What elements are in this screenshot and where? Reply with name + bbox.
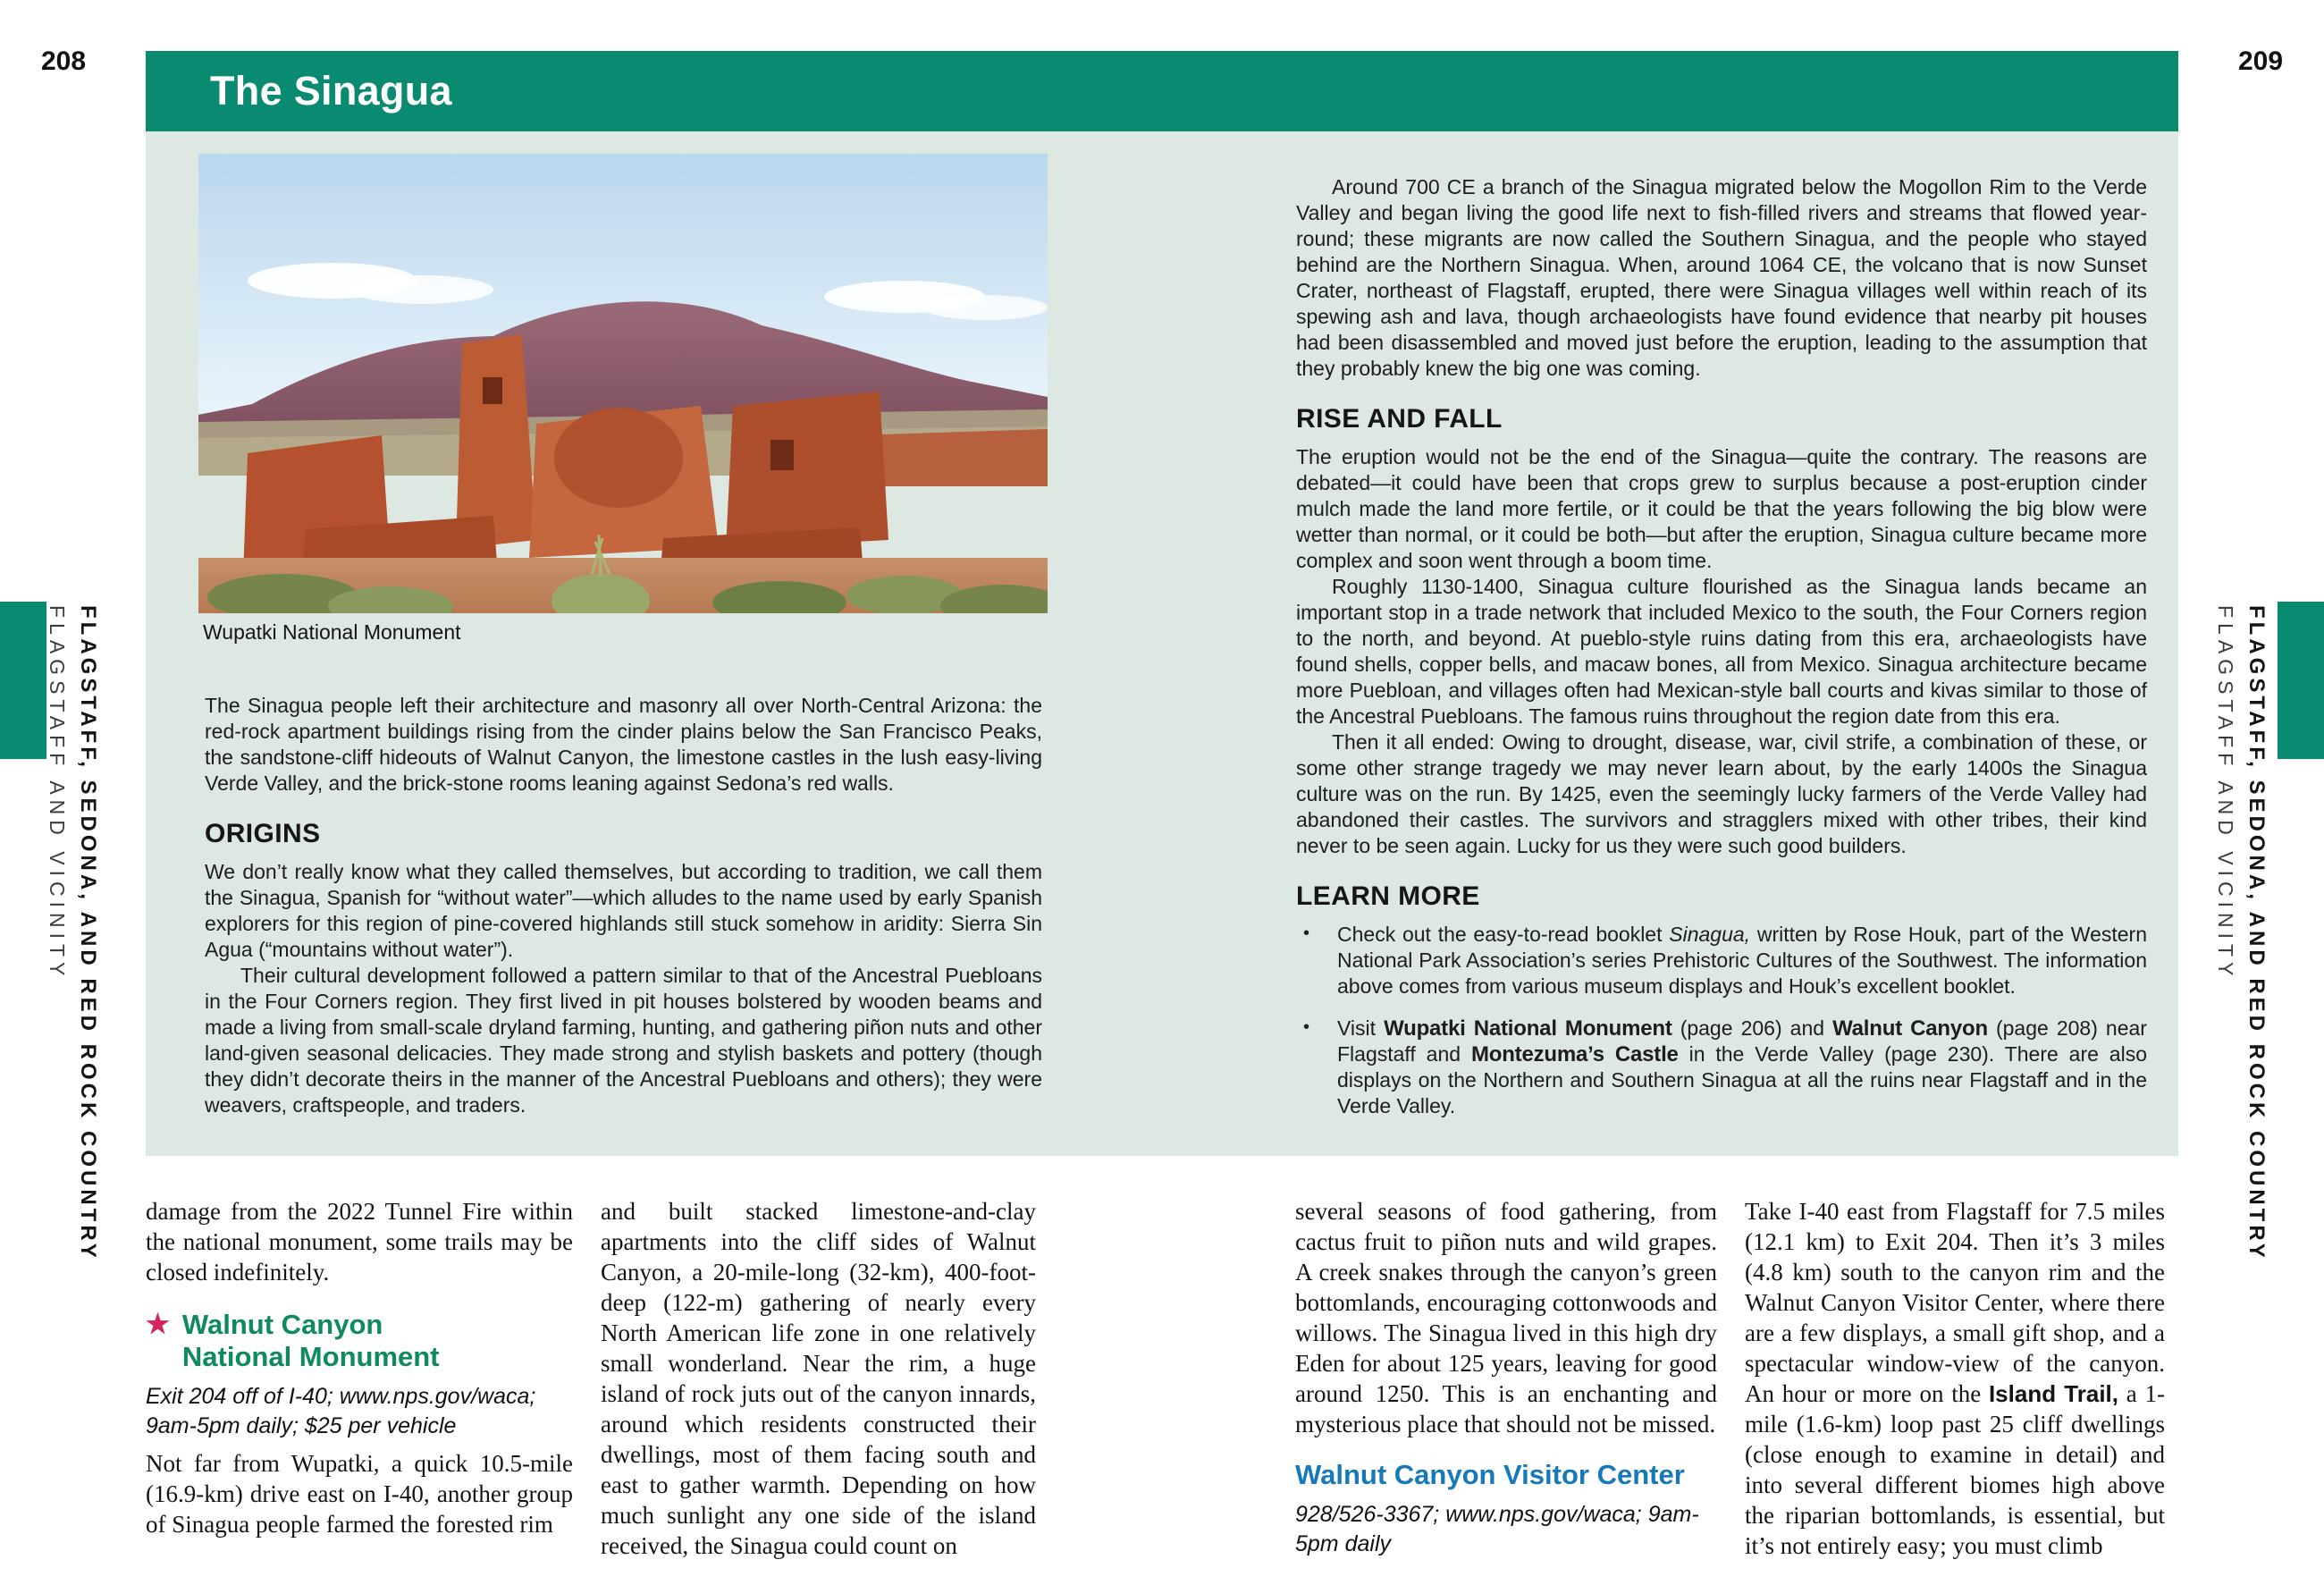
section-heading-rise-and-fall: RISE AND FALL [1296,404,1503,434]
heading-text: Walnut Canyon National Monument [181,1309,440,1372]
chapter-label-right: FLAGSTAFF, SEDONA, AND RED ROCK COUNTRY [2244,605,2269,1261]
body-paragraph: Not far from Wupatki, a quick 10.5-mile (16.9-km) drive east on I-40, another group of Sinagua people farmed the forested rim [146,1450,573,1538]
visitor-info-line: 928/526-3367; www.nps.gov/waca; 9am-5pm daily [1295,1502,1699,1556]
walnut-canyon-monument-heading [146,1309,573,1373]
list-item: • Visit Wupatki National Monument (page 206) and Walnut Canyon (page 208) near Flagstaff and Montezuma’s Castle in the Verde Valley (page 230). There are also displays on the Northern and Southern Sinagua at all the ruins near Flagstaff and in the Verde Valley. [1303,1016,2147,1117]
bottom-column-2 [601,1196,1036,1561]
photo-caption: Wupatki National Monument [203,620,461,644]
feature-title: The Sinagua [210,68,452,114]
rise-paragraph-1: The eruption would not be the end of the Sinagua—quite the contrary. The reasons are debated—it could have been that crops grew to surplus because a post-eruption cinder mulch made the land more fertile, or it could be that the years following the big blow were wetter than normal, or it could be both—but after the eruption, Sinagua culture became more complex and soon went through a boom time. [1296,445,2147,572]
bottom-column-3 [1295,1196,1717,1566]
bottom-column-1 [146,1196,573,1539]
body-paragraph: several seasons of food gathering, from cactus fruit to piñon nuts and wild grapes. A creek snakes through the canyon’s green bottomlands, encouraging cottonwoods and willows. The Sinagua lived in this high dry Eden for about 125 years, leaving for good around 1250. This is an enchanting and mysterious place that should not be missed. [1295,1198,1717,1437]
origins-paragraph-1: We don’t really know what they called themselves, but according to tradition, we call them the Sinagua, Spanish for “without water”—which alludes to the name used by early Spanish explorers for this region of pine-covered highlands still stuck somehow in aridity: Sierra Sin Agua (“mountains without water”). [205,860,1042,961]
bottom-column-4 [1745,1196,2165,1561]
chapter-tab-right [2278,602,2324,759]
section-heading-origins: ORIGINS [205,819,321,848]
body-paragraph: damage from the 2022 Tunnel Fire within the national monument, some trails may be closed indefinitely. [146,1198,573,1286]
intro-paragraph: The Sinagua people left their architecture and masonry all over North-Central Arizona: the red-rock apartment buildings rising from the cinder plains below the San Francisco Peaks, the sandstone-cliff hideouts of Walnut Canyon, the limestone castles in the lush easy-living Verde Valley, and the brick-stone rooms leaning against Sedona’s red walls. [205,694,1042,795]
wupatki-photo-illustration [198,154,1048,613]
section-label-left: FLAGSTAFF AND VICINITY [46,605,69,982]
rise-paragraph-3: Then it all ended: Owing to drought, disease, war, civil strife, a combination of these, or some other strange tragedy we may never learn about, by the early 1400s the Sinagua culture was on the run. By 1425, even the seemingly lucky farmers of the Verde Valley had abandoned their castles. The survivors and stragglers mixed with other tribes, their kind never to be seen again. Lucky for us they were such good builders. [1296,730,2147,857]
feature-panel [146,131,2178,1156]
bullet-icon: • [1303,1017,1310,1037]
feature-title-bar [146,51,2178,131]
section-heading-learn-more: LEARN MORE [1296,881,1480,911]
feature-right-column [1296,174,2147,1135]
body-paragraph: Take I-40 east from Flagstaff for 7.5 miles (12.1 km) to Exit 204. Then it’s 3 miles (4.8 km) south to the canyon rim and the Walnut Canyon Visitor Center, where there are a few displays, a small gift shop, and a spectacular window-view of the canyon. An hour or more on the Island Trail, a 1-mile (1.6-km) loop past 25 cliff dwellings (close enough to examine in detail) and into several different biomes high above the riparian bottomlands, is essential, but it’s not entirely easy; you must climb [1745,1198,2165,1559]
opening-paragraph: Around 700 CE a branch of the Sinagua migrated below the Mogollon Rim to the Verde Valley and began living the good life next to fish-filled rivers and streams that flowed year-round; these migrants are now called the Southern Sinagua, and the people who stayed behind are the Northern Sinagua. When, around 1064 CE, the volcano that is now Sunset Crater, northeast of Flagstaff, erupted, there were Sinagua villages well within reach of its spewing ash and lava, though archaeologists have found evidence that nearby pit houses had been disassembled and moved just before the eruption, leading to the assumption that they probably knew the big one was coming. [1296,175,2147,380]
origins-paragraph-2: Their cultural development followed a pattern similar to that of the Ancestral Puebloans in the Four Corners region. They first lived in pit houses bolstered by wooden beams and made a living from small-scale dryland farming, hunting, and gathering piñon nuts and other land-given seasonal delicacies. They made strong and stylish baskets and pottery (though they didn’t decorate theirs in the manner of the Ancestral Puebloans and others); they were weavers, craftspeople, and traders. [205,964,1042,1117]
wupatki-photo [198,154,1048,613]
island-trail-bold: Island Trail, [1988,1380,2119,1407]
body-paragraph: and built stacked limestone-and-clay apartments into the cliff sides of Walnut Canyon, a 20-mile-long (32-km), 400-foot-deep (122-m) gathering of nearly every North American life zone in one relatively small wonderland. Near the rim, a huge island of rock juts out of the canyon innards, around which residents constructed their dwellings, most of them facing south and east to gather warmth. Depending on how much sunlight any one side of the island received, the Sinagua could count on [601,1198,1036,1559]
chapter-tab-left [0,602,46,759]
page-number-right: 209 [2238,46,2284,76]
feature-left-column [205,693,1042,1118]
star-icon: ★ [146,1310,170,1339]
rise-paragraph-2: Roughly 1130-1400, Sinagua culture flourished as the Sinagua lands became an important stop in a trade network that included Mexico to the south, the Four Corners region to the north, and beyond. At pueblo-style ruins dating from this era, archaeologists have found shells, copper bells, and macaw bones, all from Mexico. Sinagua architecture became more Puebloan, and villages often had Mexican-style ball courts and kivas similar to those of the Ancestral Puebloans. The famous ruins throughout the region date from this era. [1296,575,2147,728]
list-item: • Check out the easy-to-read booklet Sinagua, written by Rose Houk, part of the Western National Park Association’s series Prehistoric Cultures of the Southwest. The information above comes from various museum displays and Houk’s excellent booklet. [1303,923,2147,998]
visitor-center-heading: Walnut Canyon Visitor Center [1295,1459,1685,1490]
chapter-label-left: FLAGSTAFF, SEDONA, AND RED ROCK COUNTRY [76,605,100,1261]
bullet-icon: • [1303,923,1310,943]
page-number-left: 208 [41,46,87,76]
learn-more-list [1296,922,2147,1119]
visitor-info-line: Exit 204 off of I-40; www.nps.gov/waca; 9am-5pm daily; $25 per vehicle [146,1384,536,1438]
section-label-right: FLAGSTAFF AND VICINITY [2214,605,2237,982]
